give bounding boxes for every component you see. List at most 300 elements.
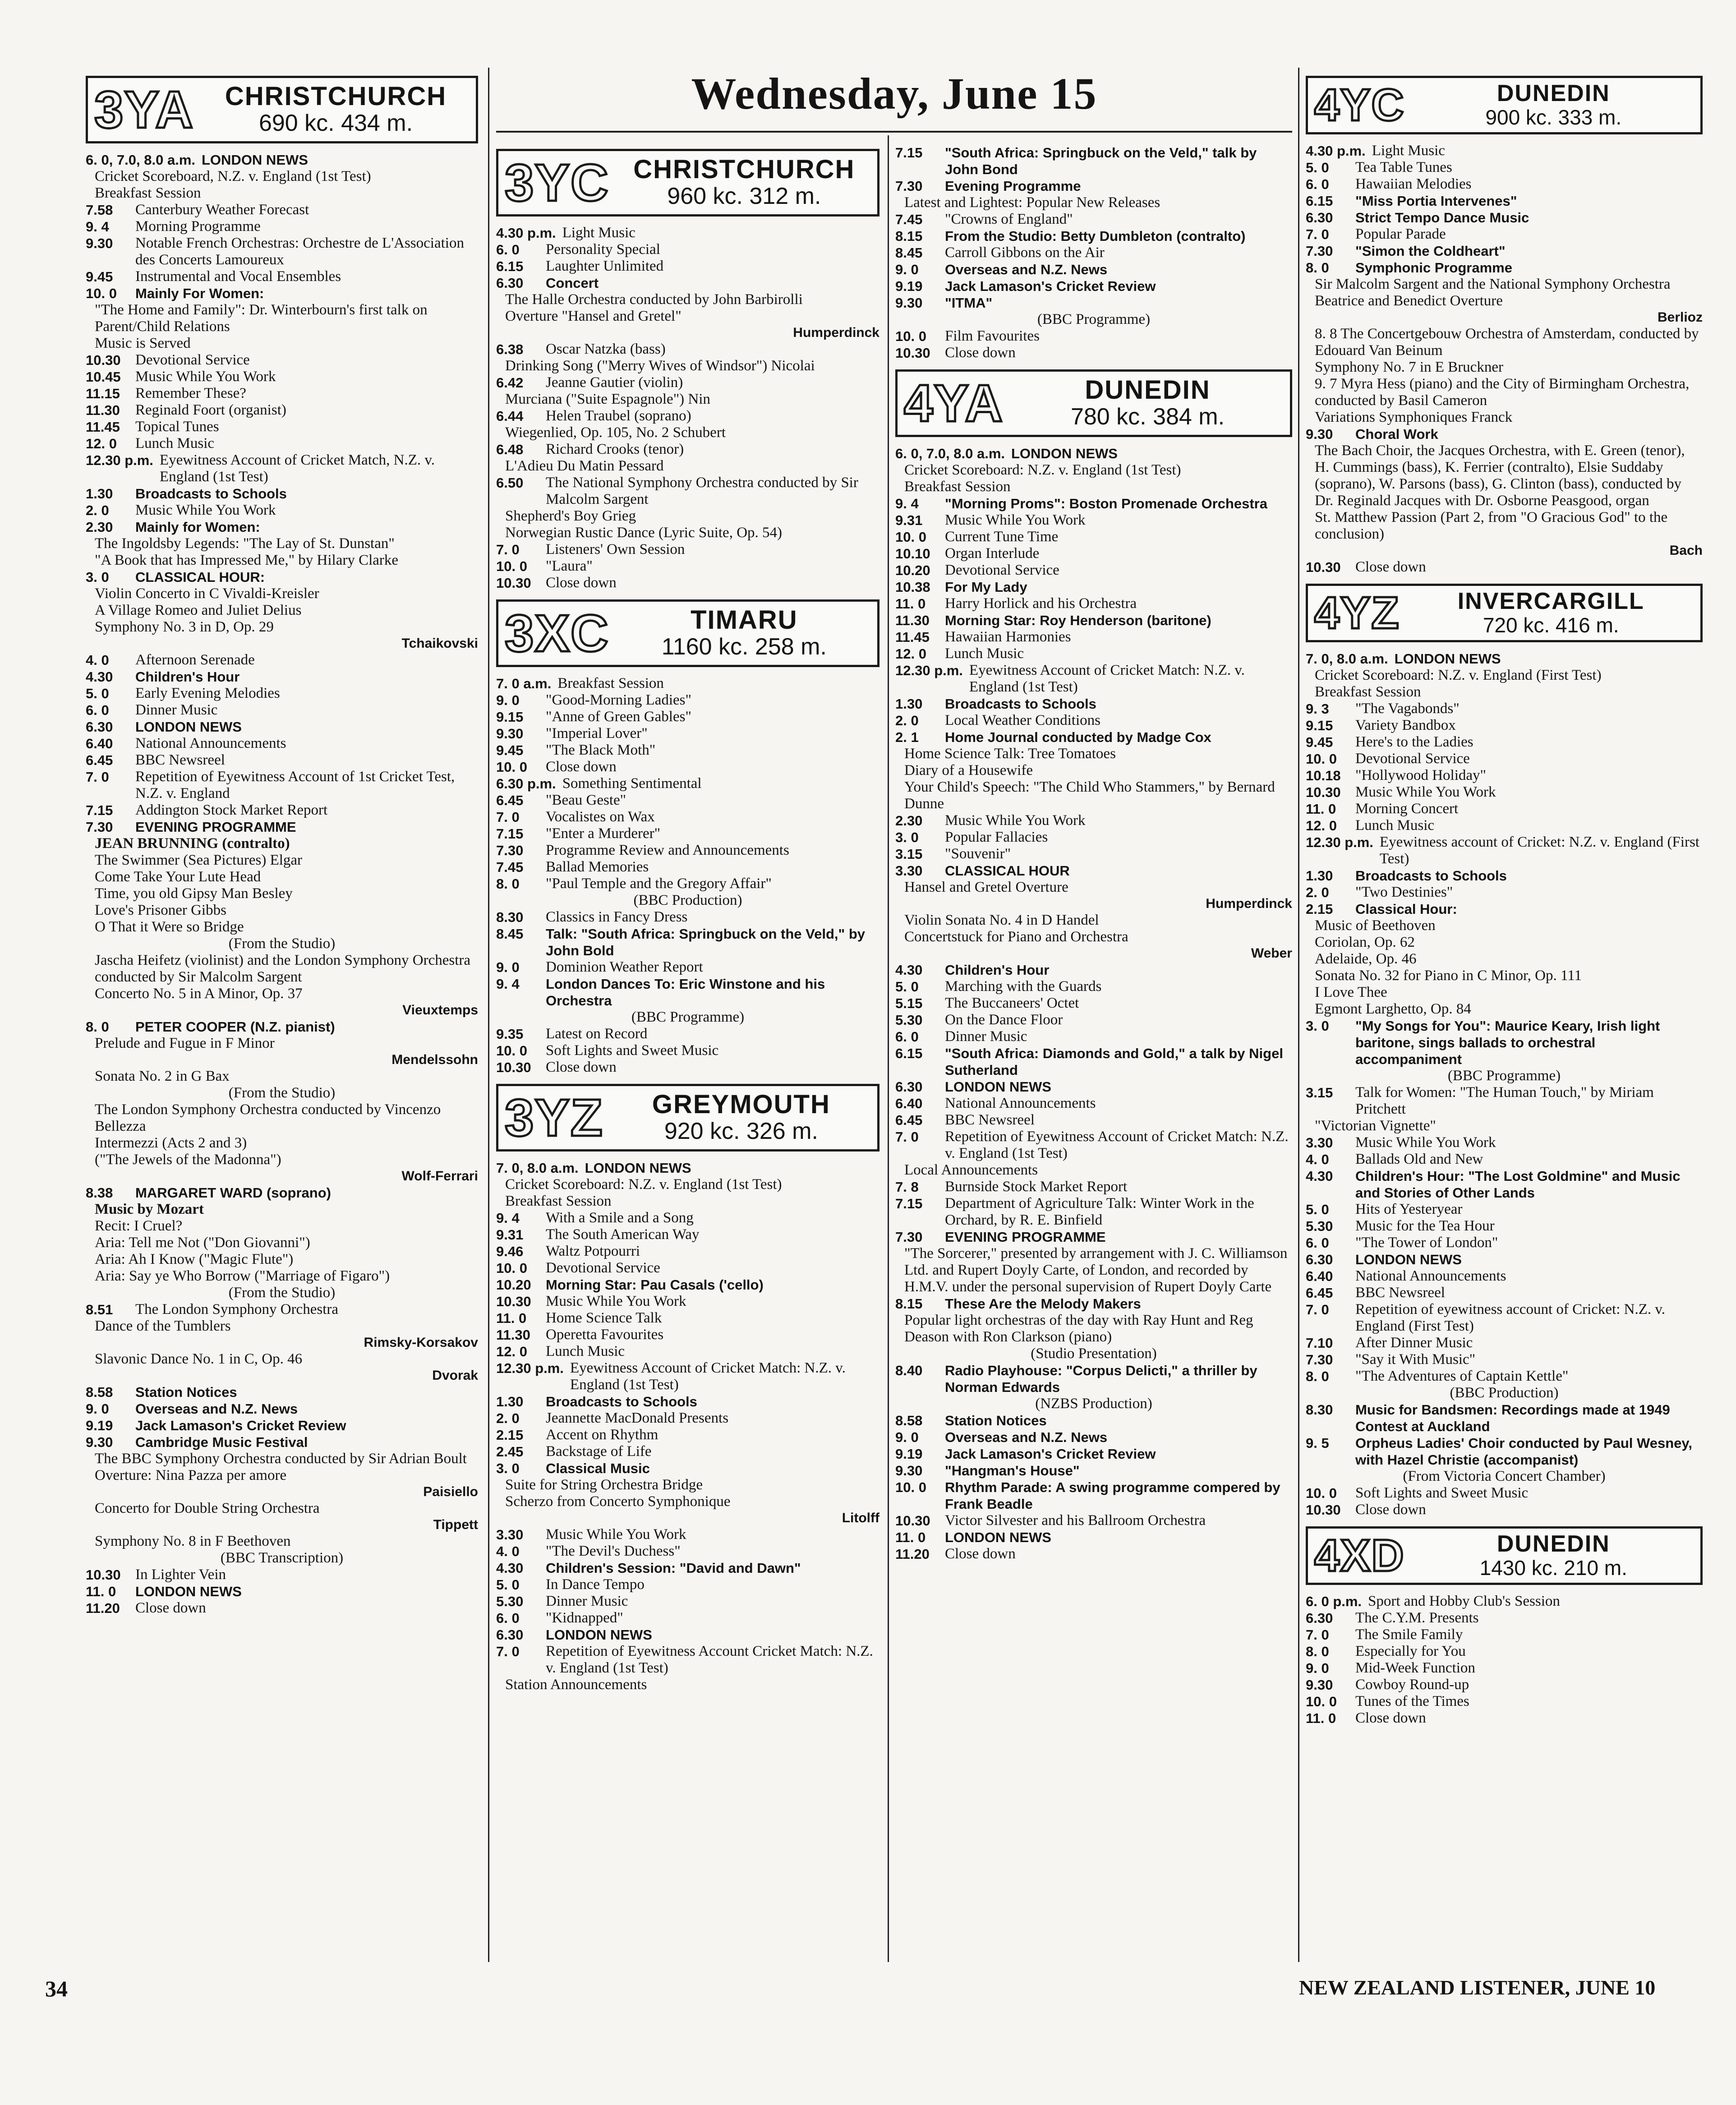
programme-time: 6. 0, 7.0, 8.0 a.m. — [895, 446, 1005, 461]
programme-time: 9.45 — [86, 269, 113, 285]
station-city: CHRISTCHURCH — [225, 81, 447, 111]
programme-title: Repetition of eyewitness account of Cricket: N.Z. v. England (First Test) — [1355, 1301, 1666, 1334]
programme-item — [86, 202, 478, 218]
programme-time: 3. 0 — [496, 1460, 520, 1476]
station-header-3yz — [496, 1084, 880, 1152]
programme-time: 1.30 — [496, 1394, 524, 1409]
programme-item — [86, 1600, 478, 1617]
programme-item — [895, 812, 1292, 829]
programme-item — [496, 374, 880, 391]
programme-title: Programme Review and Announcements — [546, 842, 789, 858]
programme-title: Soft Lights and Sweet Music — [1355, 1485, 1529, 1501]
programme-title: National Announcements — [135, 735, 286, 751]
programme-item — [86, 285, 478, 302]
station-callsign: 3YZ — [505, 1088, 603, 1147]
programme-time: 5. 0 — [1306, 1202, 1329, 1217]
programme-item — [1306, 1593, 1703, 1610]
programme-item — [895, 629, 1292, 645]
programme-time: 6. 0 — [895, 1029, 919, 1045]
programme-item — [496, 976, 880, 1009]
programme-item — [496, 809, 880, 825]
programme-title: "Imperial Lover" — [546, 725, 648, 742]
programme-title: "Good-Morning Ladies" — [546, 692, 691, 708]
programme-item — [496, 1593, 880, 1610]
programme-item — [1306, 1351, 1703, 1368]
programme-detail: Home Science Talk: Tree Tomatoes — [904, 746, 1116, 762]
programme-item — [895, 729, 1292, 746]
programme-detail: Scherzo from Concerto Symphonique — [505, 1493, 731, 1510]
programme-time: 8. 0 — [496, 876, 520, 892]
programme-detail: Aria: Ah I Know ("Magic Flute") — [95, 1251, 294, 1267]
programme-title: Station Notices — [945, 1413, 1047, 1428]
programme-item — [86, 485, 478, 502]
programme-item — [895, 144, 1292, 178]
programme-item — [86, 1184, 478, 1201]
programme-item — [1306, 1084, 1703, 1118]
programme-title: Music While You Work — [1355, 784, 1496, 800]
programme-time: 10. 0 — [1306, 751, 1337, 767]
programme-time: 10.30 — [1306, 784, 1341, 800]
programme-title: Reginald Foort (organist) — [135, 402, 286, 418]
programme-detail: Slavonic Dance No. 1 in C, Op. 46 — [95, 1351, 303, 1367]
programme-time: 11. 0 — [86, 1584, 116, 1599]
programme-title: On the Dance Floor — [945, 1012, 1063, 1028]
programme-item — [496, 1243, 880, 1260]
programme-time: 5. 0 — [895, 979, 919, 995]
programme-time: 10.38 — [895, 579, 930, 595]
programme-title: In Dance Tempo — [546, 1576, 645, 1593]
programme-item — [496, 875, 880, 892]
programme-item — [895, 1012, 1292, 1028]
programme-item — [1306, 884, 1703, 901]
programme-item — [496, 241, 880, 258]
programme-title: "Paul Temple and the Gregory Affair" — [546, 875, 772, 892]
programme-item — [895, 1195, 1292, 1229]
programme-detail: Wiegenlied, Op. 105, No. 2 Schubert — [505, 424, 726, 441]
programme-item — [1306, 1251, 1703, 1268]
programme-time: 10. 0 — [1306, 1485, 1337, 1501]
programme-title: "ITMA" — [945, 295, 993, 311]
programme-title: Radio Playhouse: "Corpus Delicti," a thriller by Norman Edwards — [945, 1363, 1257, 1395]
programme-item — [1306, 1151, 1703, 1168]
programme-time: 1.30 — [895, 696, 923, 712]
programme-time: 5.15 — [895, 995, 923, 1011]
column-rule — [1298, 68, 1299, 1962]
programme-time: 5.30 — [496, 1594, 524, 1609]
programme-time: 7. 8 — [895, 1179, 919, 1195]
programme-item — [895, 579, 1292, 595]
programme-time: 11.30 — [496, 1327, 530, 1343]
composer-credit: Berlioz — [1657, 310, 1703, 325]
programme-title: Broadcasts to Schools — [945, 696, 1096, 712]
programme-title: Ballads Old and New — [1355, 1151, 1483, 1167]
production-credit: (From the Studio) — [228, 1285, 336, 1301]
programme-time: 8.15 — [895, 1296, 923, 1312]
programme-item — [1306, 259, 1703, 276]
programme-title: MARGARET WARD (soprano) — [135, 1185, 331, 1201]
programme-title: Waltz Potpourri — [546, 1243, 640, 1259]
programme-time: 8.51 — [86, 1302, 113, 1317]
programme-item — [86, 569, 478, 585]
programme-time: 9. 4 — [496, 976, 520, 992]
programme-item — [895, 244, 1292, 261]
programme-title: With a Smile and a Song — [546, 1210, 694, 1226]
programme-title: Burnside Stock Market Report — [945, 1179, 1128, 1195]
programme-title: LONDON NEWS — [135, 719, 242, 735]
programme-item — [496, 909, 880, 926]
programme-time: 9.30 — [86, 1434, 113, 1450]
programme-detail: Cricket Scoreboard: N.Z. v. England (1st Test) — [904, 462, 1181, 478]
programme-item — [1306, 1218, 1703, 1234]
programme-title: "My Songs for You": Maurice Keary, Irish light baritone, sings ballads to orchestral accompaniment — [1355, 1018, 1660, 1067]
programme-title: Repetition of Eyewitness Account of Cricket Match: N.Z. v. England (1st Test) — [945, 1129, 1289, 1161]
schedule-list — [1306, 1593, 1703, 1727]
programme-title: Organ Interlude — [945, 545, 1040, 562]
programme-time: 10.20 — [895, 562, 930, 578]
programme-title: Dinner Music — [546, 1593, 628, 1609]
programme-item — [1306, 1435, 1703, 1468]
programme-title: LONDON NEWS — [202, 152, 308, 168]
programme-time: 10.20 — [496, 1277, 531, 1293]
programme-item — [496, 1626, 880, 1643]
programme-detail: 9. 7 Myra Hess (piano) and the City of Birmingham Orchestra, conducted by Basil Cameron — [1315, 376, 1690, 409]
programme-title: After Dinner Music — [1355, 1335, 1473, 1351]
programme-title: LONDON NEWS — [945, 1529, 1051, 1545]
programme-detail: Aria: Tell me Not ("Don Giovanni") — [95, 1234, 310, 1251]
programme-item — [895, 1229, 1292, 1245]
programme-detail: Beatrice and Benedict Overture — [1315, 293, 1503, 309]
programme-detail: The Bach Choir, the Jacques Orchestra, with E. Green (tenor), H. Cummings (bass), K. Ferrier (contralto), Elsie Suddaby (soprano), W. Parsons (bass), G. Clinton (bass), conducted by Dr. Reginald Jacques with Dr. Osborne Peasgood, organ — [1315, 442, 1685, 509]
programme-detail: Overture: Nina Pazza per amore — [95, 1467, 287, 1483]
programme-title: Operetta Favourites — [546, 1327, 664, 1343]
programme-time: 9.30 — [1306, 1677, 1333, 1693]
programme-time: 6. 0 — [1306, 176, 1329, 192]
station-callsign: 4YC — [1314, 80, 1405, 130]
programme-title: Early Evening Melodies — [135, 685, 280, 701]
programme-title: BBC Newsreel — [945, 1112, 1035, 1128]
programme-item — [496, 742, 880, 759]
station-frequency: 780 kc. 384 m. — [1070, 403, 1225, 430]
programme-item — [1306, 559, 1703, 576]
programme-time: 2. 0 — [86, 502, 109, 518]
programme-title: Topical Tunes — [135, 419, 219, 435]
programme-item — [86, 652, 478, 668]
programme-detail: Station Announcements — [505, 1677, 647, 1693]
programme-item — [895, 829, 1292, 846]
programme-item — [496, 725, 880, 742]
programme-item — [1306, 817, 1703, 834]
programme-time: 8. 0 — [1306, 260, 1329, 276]
programme-detail: Concerto No. 5 in A Minor, Op. 37 — [95, 986, 303, 1002]
station-header-4yc — [1306, 76, 1703, 134]
programme-item — [496, 541, 880, 558]
programme-item — [86, 1434, 478, 1451]
composer-credit: Weber — [1251, 946, 1292, 961]
programme-item — [1306, 1677, 1703, 1693]
programme-title: Remember These? — [135, 385, 246, 401]
programme-detail: The London Symphony Orchestra conducted by Vincenzo Bellezza — [95, 1101, 441, 1134]
programme-item — [496, 258, 880, 275]
programme-time: 7. 0 a.m. — [496, 676, 552, 691]
programme-item — [496, 1042, 880, 1059]
programme-item — [895, 1429, 1292, 1446]
programme-item — [1306, 1168, 1703, 1201]
programme-title: Children's Hour — [945, 962, 1050, 978]
station-city: DUNEDIN — [1497, 1531, 1610, 1557]
station-city: GREYMOUTH — [652, 1089, 830, 1119]
programme-time: 8.30 — [496, 909, 524, 925]
programme-title: The Smile Family — [1355, 1626, 1463, 1643]
programme-time: 4.30 p.m. — [496, 225, 556, 241]
programme-item — [895, 696, 1292, 712]
programme-time: 5. 0 — [1306, 160, 1329, 175]
programme-time: 9.30 — [86, 235, 113, 251]
programme-time: 9.15 — [1306, 718, 1333, 733]
schedule-list — [496, 225, 880, 591]
programme-time: 6.50 — [496, 475, 524, 491]
programme-time: 6. 0, 7.0, 8.0 a.m. — [86, 152, 195, 168]
programme-item — [895, 595, 1292, 612]
programme-item — [1306, 1301, 1703, 1335]
programme-item — [895, 1129, 1292, 1162]
station-header-3xc — [496, 599, 880, 667]
programme-time: 12.30 p.m. — [86, 452, 153, 468]
programme-time: 1.30 — [1306, 868, 1333, 884]
programme-item — [895, 1295, 1292, 1312]
programme-detail: Music by Mozart — [95, 1201, 204, 1217]
programme-item — [496, 842, 880, 859]
programme-item — [1306, 1502, 1703, 1518]
programme-time: 7.15 — [496, 826, 524, 842]
programme-detail: Your Child's Speech: "The Child Who Stammers," by Bernard Dunne — [904, 779, 1275, 812]
programme-time: 4.30 p.m. — [1306, 143, 1366, 159]
programme-title: Vocalistes on Wax — [546, 809, 655, 825]
programme-item — [496, 1276, 880, 1293]
programme-item — [895, 962, 1292, 978]
programme-item — [86, 1566, 478, 1583]
programme-title: Jack Lamason's Cricket Review — [135, 1418, 346, 1433]
station-callsign: 4XD — [1314, 1530, 1405, 1581]
programme-title: Broadcasts to Schools — [135, 486, 287, 502]
station-frequency: 690 kc. 434 m. — [258, 110, 413, 136]
programme-item — [1306, 717, 1703, 734]
programme-title: Notable French Orchestras: Orchestre de L'Association des Concerts Lamoureux — [135, 235, 464, 268]
programme-item — [86, 1384, 478, 1400]
programme-item — [496, 1560, 880, 1576]
programme-item — [895, 278, 1292, 295]
programme-item — [1306, 1285, 1703, 1301]
programme-time: 2.45 — [496, 1444, 524, 1460]
programme-title: Current Tune Time — [945, 529, 1059, 545]
programme-title: Instrumental and Vocal Ensembles — [135, 268, 341, 285]
programme-title: Department of Agriculture Talk: Winter Work in the Orchard, by R. E. Binfield — [945, 1195, 1254, 1228]
composer-credit: Mendelssohn — [391, 1052, 478, 1067]
programme-time: 7.30 — [1306, 243, 1333, 259]
programme-detail: Time, you old Gipsy Man Besley — [95, 885, 293, 902]
programme-time: 11. 0 — [895, 596, 926, 612]
programme-item — [496, 441, 880, 458]
programme-time: 6.44 — [496, 408, 524, 424]
programme-title: Breakfast Session — [557, 675, 664, 691]
programme-time: 10.30 — [86, 1567, 121, 1583]
programme-title: "The Vagabonds" — [1355, 700, 1460, 717]
programme-item — [86, 268, 478, 285]
programme-item — [496, 1576, 880, 1593]
programme-time: 2.15 — [1306, 901, 1333, 917]
programme-item — [86, 685, 478, 702]
production-credit: (BBC Programme) — [1037, 311, 1151, 327]
programme-time: 11.30 — [86, 402, 120, 418]
programme-item — [1306, 901, 1703, 917]
programme-time: 6.15 — [1306, 193, 1333, 209]
programme-time: 10.30 — [496, 1294, 531, 1309]
programme-time: 4.30 — [86, 669, 113, 685]
programme-title: Close down — [135, 1600, 206, 1616]
programme-time: 8. 0 — [1306, 1644, 1329, 1659]
programme-time: 3.30 — [895, 863, 923, 879]
programme-time: 6.40 — [86, 736, 113, 751]
programme-title: Children's Hour: "The Lost Goldmine" and Music and Stories of Other Lands — [1355, 1168, 1681, 1201]
programme-time: 11. 0 — [496, 1310, 527, 1326]
programme-title: Talk: "South Africa: Springbuck on the Veld," by John Bold — [546, 926, 866, 958]
programme-time: 7.30 — [86, 819, 113, 835]
programme-detail: Suite for String Orchestra Bridge — [505, 1477, 703, 1493]
column-3ya — [86, 68, 478, 1617]
column-rule — [488, 68, 489, 1962]
programme-item — [895, 1078, 1292, 1095]
programme-item — [86, 235, 478, 268]
schedule-list — [895, 445, 1292, 1562]
programme-title: Music While You Work — [546, 1293, 686, 1309]
programme-time: 9. 0 — [496, 959, 520, 975]
publication-footer: NEW ZEALAND LISTENER, JUNE 10 — [1299, 1976, 1656, 1999]
programme-item — [895, 995, 1292, 1012]
programme-detail: Breakfast Session — [1315, 684, 1421, 700]
programme-title: Mid-Week Function — [1355, 1660, 1475, 1676]
programme-title: National Announcements — [945, 1095, 1096, 1111]
programme-item — [895, 1045, 1292, 1078]
programme-detail: Latest and Lightest: Popular New Releases — [904, 194, 1160, 211]
programme-item — [895, 445, 1292, 462]
programme-title: Lunch Music — [135, 435, 215, 451]
programme-title: Ballad Memories — [546, 859, 649, 875]
programme-title: Close down — [546, 1059, 617, 1075]
station-frequency: 900 kc. 333 m. — [1485, 106, 1622, 129]
programme-time: 6.30 p.m. — [496, 776, 556, 792]
programme-item — [895, 1479, 1292, 1512]
programme-title: Morning Star: Roy Henderson (baritone) — [945, 613, 1211, 628]
programme-time: 6.30 — [1306, 1252, 1333, 1267]
programme-item — [1306, 1201, 1703, 1218]
programme-title: Light Music — [1372, 143, 1445, 159]
programme-time: 6.15 — [496, 258, 524, 274]
programme-detail: Concertstuck for Piano and Orchestra — [904, 929, 1128, 945]
programme-time: 3.30 — [1306, 1135, 1333, 1151]
programme-item — [86, 769, 478, 802]
programme-time: 10. 0 — [895, 1479, 926, 1495]
programme-item — [895, 228, 1292, 244]
programme-title: CLASSICAL HOUR: — [135, 569, 265, 585]
programme-item — [496, 1026, 880, 1042]
programme-time: 7.30 — [895, 178, 923, 194]
programme-time: 8.38 — [86, 1185, 113, 1201]
programme-title: Film Favourites — [945, 328, 1040, 344]
programme-item — [1306, 226, 1703, 243]
programme-title: Popular Parade — [1355, 226, 1446, 242]
station-callsign: 3YA — [94, 80, 194, 139]
programme-detail: O That it Were so Bridge — [95, 919, 244, 935]
programme-time: 9. 0 — [895, 1429, 919, 1445]
programme-title: Jeanne Gautier (violin) — [546, 374, 683, 391]
programme-title: LONDON NEWS — [135, 1584, 242, 1599]
composer-credit: Vieuxtemps — [402, 1003, 478, 1018]
column-rule — [888, 135, 889, 1962]
programme-title: London Dances To: Eric Winstone and his Orchestra — [546, 976, 825, 1009]
programme-time: 6. 0 — [86, 702, 109, 718]
programme-item — [1306, 209, 1703, 226]
column-4yc-4yz-4xd — [1306, 68, 1703, 1727]
programme-detail: Music is Served — [95, 335, 191, 351]
programme-time: 6.15 — [895, 1046, 923, 1061]
programme-time: 5. 0 — [86, 686, 109, 701]
programme-time: 6.45 — [86, 752, 113, 768]
programme-title: "The Devil's Duchess" — [546, 1543, 681, 1559]
programme-time: 7.45 — [496, 859, 524, 875]
programme-detail: JEAN BRUNNING (contralto) — [95, 835, 290, 852]
programme-detail: Overture "Hansel and Gretel" — [505, 308, 682, 324]
programme-title: Children's Hour — [135, 669, 240, 685]
programme-time: 9. 5 — [1306, 1435, 1329, 1451]
programme-time: 9.30 — [496, 726, 524, 742]
programme-item — [496, 825, 880, 842]
programme-time: 11.15 — [86, 386, 120, 401]
programme-item — [86, 152, 478, 168]
programme-title: Eyewitness account of Cricket: N.Z. v. England (First Test) — [1379, 834, 1699, 867]
programme-detail: St. Matthew Passion (Part 2, from "O Gracious God" to the conclusion) — [1315, 509, 1668, 542]
programme-title: Home Science Talk — [546, 1310, 662, 1326]
programme-time: 6.45 — [1306, 1285, 1333, 1301]
programme-time: 9.15 — [496, 709, 524, 725]
programme-title: Close down — [546, 575, 617, 591]
programme-item — [86, 752, 478, 769]
programme-title: "The Adventures of Captain Kettle" — [1355, 1368, 1569, 1384]
programme-time: 9. 4 — [86, 219, 109, 235]
programme-item — [1306, 751, 1703, 767]
programme-title: These Are the Melody Makers — [945, 1296, 1141, 1312]
programme-item — [1306, 834, 1703, 867]
programme-title: Orpheus Ladies' Choir conducted by Paul Wesney, with Hazel Christie (accompanist) — [1355, 1435, 1692, 1468]
programme-title: Music for Bandsmen: Recordings made at 1949 Contest at Auckland — [1355, 1402, 1670, 1434]
programme-item — [496, 341, 880, 358]
programme-title: LONDON NEWS — [1394, 651, 1501, 667]
programme-time: 7. 0 — [895, 1129, 919, 1145]
station-frequency: 720 kc. 416 m. — [1483, 613, 1619, 637]
programme-item — [1306, 1610, 1703, 1626]
programme-title: Jack Lamason's Cricket Review — [945, 1446, 1156, 1462]
programme-detail: Breakfast Session — [904, 479, 1011, 495]
programme-time: 2. 0 — [895, 713, 919, 728]
programme-time: 9. 4 — [496, 1210, 520, 1226]
station-callsign: 4YA — [904, 374, 1004, 433]
programme-item — [1306, 159, 1703, 176]
production-credit: (Studio Presentation) — [1031, 1345, 1157, 1362]
programme-item — [1306, 784, 1703, 801]
programme-title: Close down — [1355, 1710, 1426, 1726]
programme-detail: Symphony No. 7 in E Bruckner — [1315, 359, 1503, 375]
programme-detail: Symphony No. 8 in F Beethoven — [95, 1533, 291, 1549]
programme-title: "Kidnapped" — [546, 1610, 623, 1626]
programme-title: "South Africa: Diamonds and Gold," a talk by Nigel Sutherland — [945, 1046, 1283, 1078]
